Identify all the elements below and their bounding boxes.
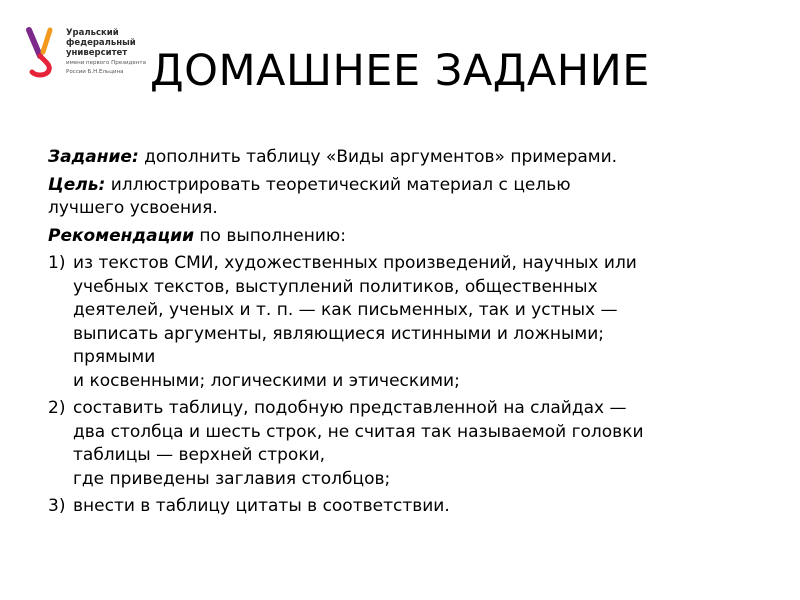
list-line: прямыми bbox=[73, 347, 156, 367]
list-item-2 bbox=[48, 397, 768, 491]
list-line: где приведены заглавия столбцов; bbox=[73, 468, 391, 489]
slide-title: ДОМАШНЕЕ ЗАДАНИЕ bbox=[150, 46, 650, 96]
list-line: таблицы — верхней строки, bbox=[73, 445, 326, 465]
list-line: и косвенными; логическими и этическими; bbox=[73, 370, 460, 391]
recommendations-label: Рекомендации bbox=[48, 225, 195, 246]
task-paragraph bbox=[48, 146, 768, 170]
list-line: деятелей, ученых и т. п. — как письменных, так и устных — bbox=[73, 300, 618, 320]
logo-line-1: Уральский bbox=[66, 28, 119, 38]
recommendations-paragraph bbox=[48, 225, 768, 249]
list-item-1 bbox=[48, 252, 768, 393]
list-item-text bbox=[73, 397, 768, 491]
list-item-number: 2) bbox=[48, 398, 66, 418]
list-item-number: 1) bbox=[48, 253, 66, 273]
goal-text-line-2: лучшего усвоения. bbox=[48, 198, 218, 218]
list-item-3 bbox=[48, 495, 768, 519]
recommendations-text: по выполнению: bbox=[194, 225, 346, 246]
list-line: два столбца и шесть строк, не считая так называемой головки bbox=[73, 421, 644, 442]
list-line: учебных текстов, выступлений политиков, общественных bbox=[73, 276, 598, 297]
list-item-number: 3) bbox=[48, 496, 66, 516]
logo-line-3: университет bbox=[66, 48, 128, 58]
list-line: составить таблицу, подобную представленной на слайдах — bbox=[73, 398, 627, 418]
list-line: внести в таблицу цитаты в соответствии. bbox=[73, 496, 450, 516]
list-line: выписать аргументы, являющиеся истинными и ложными; bbox=[73, 323, 605, 344]
list-line: из текстов СМИ, художественных произведений, научных или bbox=[73, 253, 637, 273]
task-label: Задание: bbox=[48, 147, 139, 167]
recommendations-list bbox=[48, 252, 768, 519]
goal-paragraph bbox=[48, 174, 768, 221]
logo-subline-1: имени первого Президента bbox=[66, 60, 146, 66]
logo-line-2: федеральный bbox=[66, 38, 136, 48]
task-text: дополнить таблицу «Виды аргументов» примерами. bbox=[138, 147, 618, 167]
goal-label: Цель: bbox=[48, 174, 106, 195]
list-item-text bbox=[73, 252, 768, 393]
logo-subline-2: России Б.Н.Ельцина bbox=[66, 69, 124, 75]
goal-text-line-1: иллюстрировать теоретический материал с целью bbox=[105, 174, 571, 195]
slide-body bbox=[48, 146, 768, 523]
list-item-text bbox=[73, 495, 768, 519]
